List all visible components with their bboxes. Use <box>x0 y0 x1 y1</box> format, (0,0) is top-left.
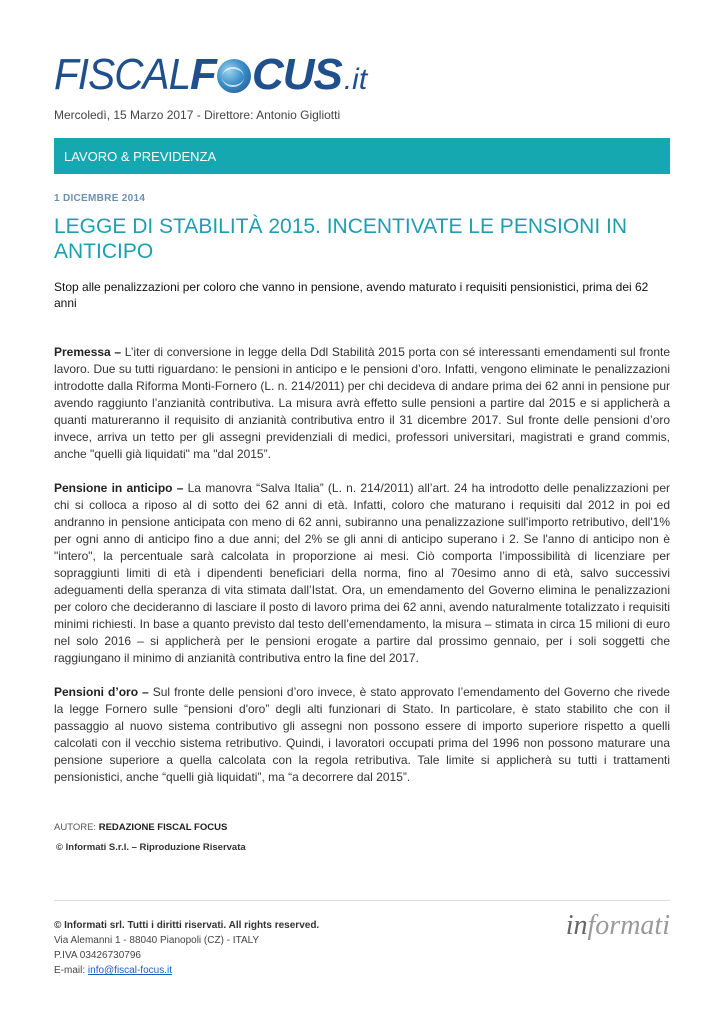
article-copyright: © Informati S.r.l. – Riproduzione Riservata <box>56 842 246 853</box>
article-subtitle: Stop alle penalizzazioni per coloro che vanno in pensione, avendo maturato i requisiti pensionistici, prima dei 62 anni <box>54 280 649 310</box>
author-label: AUTORE: <box>54 822 99 833</box>
paragraph-lead: Pensioni d’oro – <box>54 685 149 699</box>
paragraph-lead: Pensione in anticipo – <box>54 481 184 495</box>
footer-copyright: © Informati srl. Tutti i diritti riservati. All rights reserved. <box>54 920 320 931</box>
logo-fiscal-text: FISCAL <box>54 50 191 99</box>
globe-icon <box>217 59 251 93</box>
logo-focus-text <box>190 50 342 100</box>
paragraph-lead: Premessa – <box>54 345 122 359</box>
informati-logo-rest: formati <box>587 910 670 941</box>
paragraph-text: Sul fronte delle pensioni d’oro invece, è stato approvato l’emendamento del Governo che rivede la legge Fornero sulle “pensioni d'oro” degli alti funzionari di Stato. In particolare, è stato stabilito che con il passaggio al nuovo sistema contributivo gli assegni non possono essere di importo superiore rispetto a quelli calcolati con il vecchio sistema retributivo. Quindi, i lavoratori occupati prima del 1996 non possono maturare una pensione superiore a quella calcolata con la regola retributiva. Tale limite si applicherà su tutti i trattamenti pensionistici, anche “quelli già liquidati”, ma “a decorrere dal 2015”. <box>54 685 670 784</box>
paragraph-pensioni-oro <box>54 684 670 786</box>
author-line <box>54 822 227 833</box>
author-name: REDAZIONE FISCAL FOCUS <box>98 822 228 833</box>
logo-tld: .it <box>343 63 368 96</box>
dateline: Mercoledì, 15 Marzo 2017 - Direttore: Antonio Gigliotti <box>54 108 341 122</box>
footer-address: Via Alemanni 1 - 88040 Pianopoli (CZ) - ITALY <box>54 935 260 946</box>
footer-divider <box>54 900 670 901</box>
footer-vat: P.IVA 03426730796 <box>54 950 141 961</box>
logo-focus-rest: CUS <box>251 50 342 99</box>
footer-email-link[interactable]: info@fiscal-focus.it <box>87 965 172 976</box>
footer <box>54 918 319 978</box>
footer-email-label: E-mail: <box>54 965 88 976</box>
paragraph-pensione-anticipo <box>54 480 670 667</box>
logo-focus-f: F <box>190 50 216 99</box>
article-title: LEGGE DI STABILITÀ 2015. INCENTIVATE LE PENSIONI IN ANTICIPO <box>54 215 627 263</box>
informati-logo-in: in <box>565 910 588 941</box>
section-bar[interactable] <box>54 138 670 174</box>
article-body <box>54 344 670 803</box>
section-label: LAVORO & PREVIDENZA <box>64 148 217 164</box>
paragraph-premessa <box>54 344 670 463</box>
fiscalfocus-logo[interactable] <box>54 50 367 100</box>
footer-email-line <box>54 963 319 978</box>
paragraph-text: L’iter di conversione in legge della Ddl Stabilità 2015 porta con sé interessanti emendamenti sul fronte lavoro. Due su tutti riguardano: le pensioni in anticipo e le pensioni d’oro. Infatti, vengono eliminate le penalizzazioni introdotte dalla Riforma Monti-Fornero (L. n. 214/2011) per chi decideva di andare prima dei 62 anni in pensione pur avendo raggiunto l’anzianità contributiva. La misura avrà effetto sulle pensioni a partire dal 2015 e si applicherà a quanti matureranno il requisito di anzianità contributiva entro il 31 dicembre 2017. Sul fronte delle pensioni d’oro invece, arriva un tetto per gli assegni previdenziali di medici, professori universitari, magistrati e grand commis, anche "quelli già liquidati" ma "dal 2015”. <box>54 345 670 461</box>
paragraph-text: La manovra “Salva Italia” (L. n. 214/2011) all’art. 24 ha introdotto delle penalizzazioni per chi si colloca a riposo al di sotto dei 62 anni di età. Infatti, coloro che maturano i requisiti dal 2012 in poi ed andranno in pensione anticipata con meno di 62 anni, subiranno una penalizzazione sull'importo retributivo, dell'1% per ogni anno di anticipo fino a due anni; del 2% se gli anni di anticipo superano i 2. Se l'anno di anticipo non è "intero", la percentuale sarà calcolata in proporzione ai mesi. Ciò comporta l’impossibilità di licenziare per sopraggiunti limiti di età i dipendenti beneficiari della norma, fino al 70esimo anno di età, salvo successivi adeguamenti della speranza di vita stimata dall’Istat. Ora, un emendamento del Governo elimina le penalizzazioni per coloro che decideranno di lasciare il posto di lavoro prima dei 62 anni, avendo naturalmente totalizzato i requisiti minimi richiesti. In base a quanto previsto dal testo dell’emendamento, la misura – stimata in circa 15 milioni di euro nel solo 2016 – si applicherà per le pensioni erogate a partire dal prossimo gennaio, per i soli soggetti che raggiungano il minimo di anzianità contributiva entro la fine del 2017. <box>54 481 670 665</box>
article-date: 1 DICEMBRE 2014 <box>54 193 146 204</box>
informati-logo[interactable] <box>566 910 670 942</box>
